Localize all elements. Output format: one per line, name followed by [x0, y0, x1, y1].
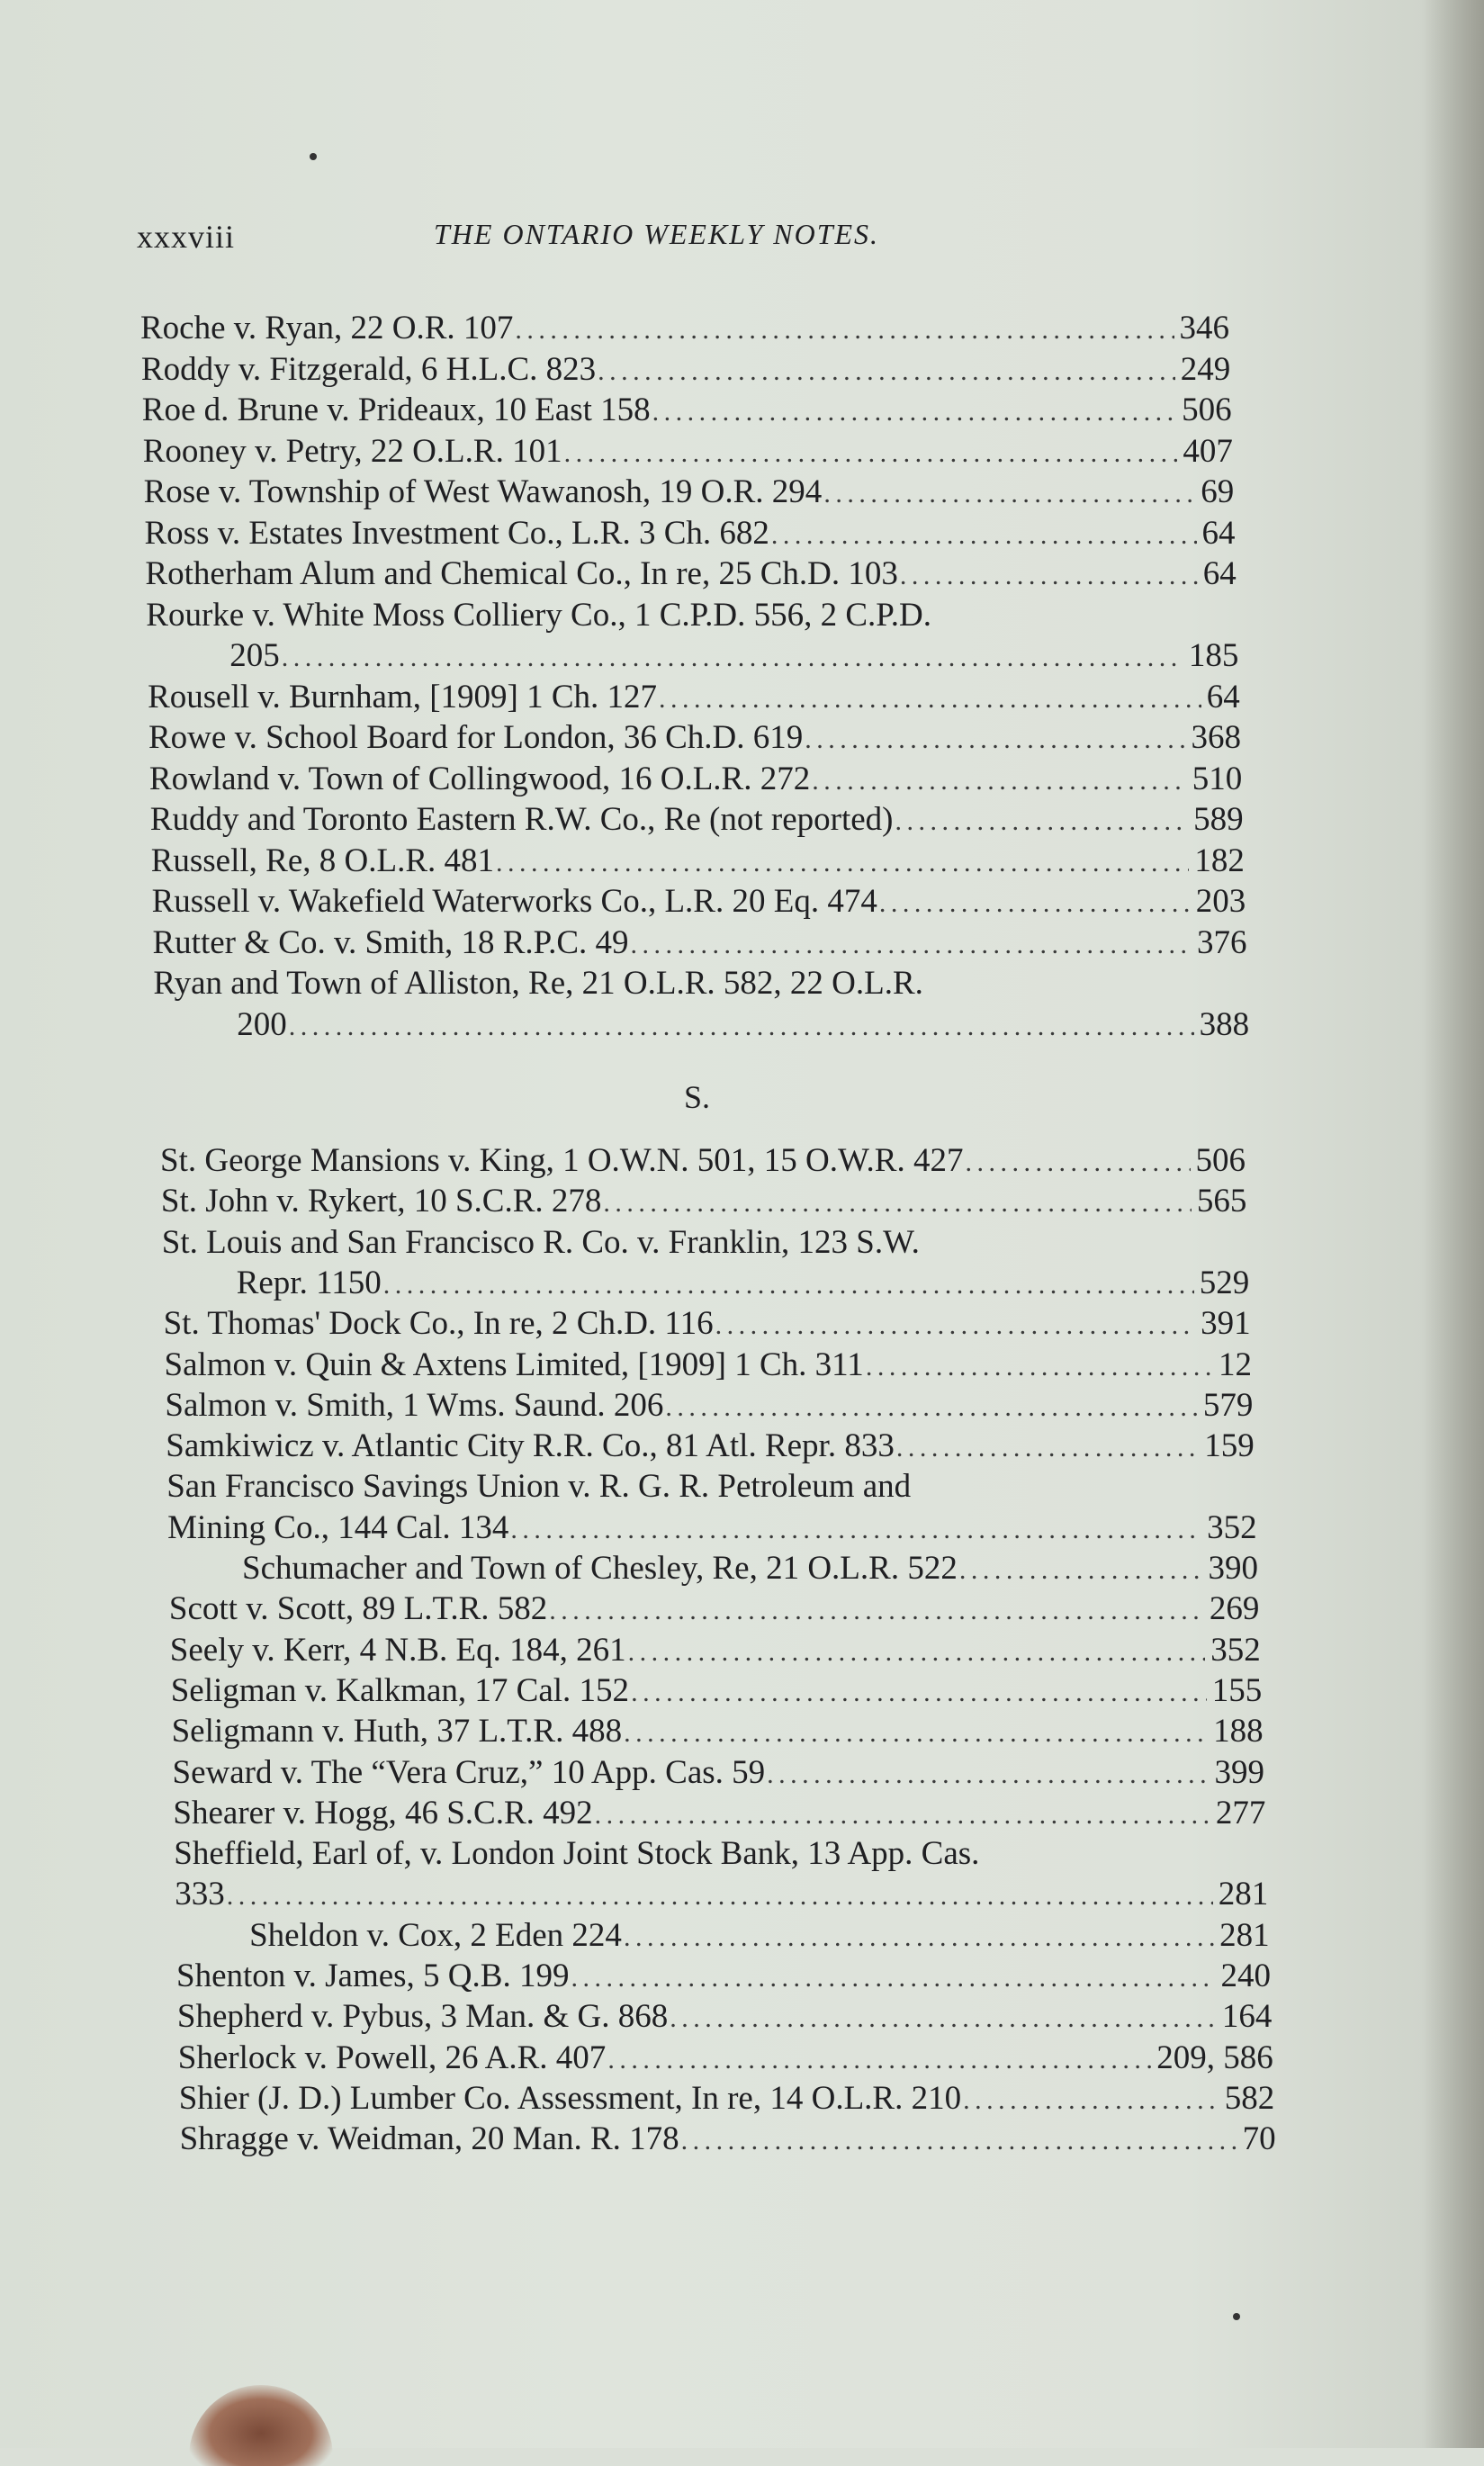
index-entry-continuation	[237, 1264, 1250, 1305]
ink-spot	[1233, 2313, 1240, 2320]
entry-page-number: 182	[1194, 842, 1245, 879]
index-entry	[170, 1631, 1261, 1672]
index-entry	[153, 923, 1247, 965]
page-gutter-shadow	[1421, 0, 1484, 2448]
dot-leader	[965, 1143, 1190, 1183]
entry-page-number: 281	[1218, 1876, 1269, 1913]
index-entry-continuation	[175, 1875, 1268, 1916]
entry-page-number: 390	[1208, 1550, 1258, 1587]
entry-page-number: 582	[1224, 2079, 1275, 2117]
entry-case-name: Shearer v. Hogg, 46 S.C.R. 492	[173, 1794, 593, 1832]
entry-page-number: 12	[1219, 1346, 1252, 1383]
index-entry	[242, 1549, 1258, 1590]
entry-page-number: 529	[1199, 1264, 1250, 1301]
dot-leader	[515, 310, 1174, 350]
entry-page-number: 565	[1196, 1183, 1247, 1220]
dot-leader	[631, 1673, 1207, 1713]
dot-leader	[549, 1591, 1204, 1631]
dot-leader	[659, 680, 1201, 719]
dot-leader	[715, 1306, 1196, 1346]
entry-page-number: 159	[1204, 1427, 1255, 1465]
entry-case-name: Roche v. Ryan, 22 O.R. 107	[140, 310, 514, 346]
index-entry	[177, 1997, 1273, 2038]
entry-continuation-text: Mining Co., 144 Cal. 134	[167, 1508, 509, 1546]
dot-leader	[598, 352, 1175, 392]
index-entry	[152, 882, 1246, 923]
index-entry	[149, 760, 1242, 801]
index-entry	[146, 596, 1237, 635]
entry-page-number: 399	[1214, 1753, 1264, 1791]
index-entry-continuation	[229, 636, 1238, 678]
dot-leader	[607, 2040, 1151, 2080]
index-entry	[145, 514, 1236, 555]
entry-case-name: Samkiwicz v. Atlantic City R.R. Co., 81 Atl. Repr. 833	[166, 1427, 895, 1465]
dot-leader	[624, 1714, 1208, 1753]
page-folio: xxxviii	[137, 219, 236, 255]
thumb-shadow	[189, 2385, 333, 2466]
entry-case-name: Rutter & Co. v. Smith, 18 R.P.C. 49	[152, 923, 629, 961]
index-entry	[172, 1712, 1264, 1753]
entry-case-name: Roddy v. Fitzgerald, 6 H.L.C. 823	[140, 350, 597, 388]
dot-leader	[665, 1388, 1197, 1427]
index-entry	[140, 309, 1229, 350]
entry-page-number: 391	[1201, 1305, 1251, 1343]
index-entry	[171, 1671, 1263, 1713]
index-entry	[180, 2120, 1276, 2161]
dot-leader	[866, 1347, 1213, 1387]
entry-continuation-text: 205	[229, 637, 280, 674]
index-entry	[148, 718, 1241, 760]
entry-case-name: Rowe v. School Board for London, 36 Ch.D. 619	[148, 719, 804, 756]
entry-case-name: Sheffield, Earl of, v. London Joint Stock Bank, 13 App. Cas.	[174, 1835, 980, 1873]
entry-case-name: Rooney v. Petry, 22 O.L.R. 101	[142, 432, 562, 470]
index-entry	[160, 1141, 1246, 1183]
entry-case-name: Salmon v. Quin & Axtens Limited, [1909] 1 Ch. 311	[164, 1346, 864, 1383]
entry-page-number: 506	[1182, 392, 1232, 428]
entry-page-number: 69	[1201, 473, 1235, 510]
entry-case-name: Shenton v. James, 5 Q.B. 199	[176, 1958, 570, 1994]
entry-page-number: 64	[1201, 514, 1236, 552]
entry-case-name: St. Thomas' Dock Co., In re, 2 Ch.D. 116	[163, 1305, 714, 1343]
page-header	[137, 218, 1271, 254]
entry-page-number: 277	[1215, 1794, 1266, 1832]
entry-case-name: Seligman v. Kalkman, 17 Cal. 152	[170, 1671, 630, 1709]
index-entry	[145, 554, 1236, 596]
entry-case-name: Rourke v. White Moss Colliery Co., 1 C.P.D. 556, 2 C.P.D.	[146, 596, 931, 634]
entry-case-name: Sheldon v. Cox, 2 Eden 224	[249, 1916, 622, 1954]
index-entry	[173, 1794, 1265, 1835]
index-entry	[176, 1957, 1271, 1998]
entry-case-name: Ruddy and Toronto Eastern R.W. Co., Re (not reported)	[149, 801, 894, 838]
entry-page-number: 185	[1188, 637, 1239, 674]
dot-leader	[963, 2081, 1219, 2120]
entry-page-number: 281	[1219, 1916, 1270, 1954]
entry-page-number: 579	[1202, 1386, 1254, 1424]
entry-case-name: Roe d. Brune v. Prideaux, 10 East 158	[141, 392, 651, 428]
entry-case-name: Rowland v. Town of Collingwood, 16 O.L.R. 272	[148, 760, 811, 797]
dot-leader	[282, 638, 1183, 678]
index-entry	[141, 350, 1230, 392]
entry-case-name: St. John v. Rykert, 10 S.C.R. 278	[160, 1183, 602, 1220]
index-entry	[142, 391, 1232, 432]
index-entry	[148, 678, 1240, 719]
dot-leader	[595, 1796, 1210, 1835]
entry-case-name: St. Louis and San Francisco R. Co. v. Franklin, 123 S.W.	[161, 1223, 920, 1261]
entry-page-number: 407	[1183, 432, 1233, 470]
entry-case-name: San Francisco Savings Union v. R. G. R. Petroleum and	[166, 1468, 912, 1506]
dot-leader	[624, 1918, 1214, 1958]
dot-leader	[895, 802, 1188, 842]
entry-case-name: St. George Mansions v. King, 1 O.W.N. 501, 15 O.W.R. 427	[160, 1142, 964, 1179]
dot-leader	[900, 556, 1198, 596]
dot-leader	[510, 1510, 1201, 1550]
dot-leader	[628, 1633, 1206, 1672]
index-entry	[161, 1182, 1247, 1223]
entry-case-name: Rousell v. Burnham, [1909] 1 Ch. 127	[148, 678, 658, 716]
index-entry	[169, 1589, 1260, 1631]
dot-leader	[681, 2121, 1237, 2161]
dot-leader	[652, 392, 1176, 432]
index-entry	[143, 432, 1233, 473]
index-entry	[249, 1916, 1270, 1958]
entry-case-name: Scott v. Scott, 89 L.T.R. 582	[168, 1590, 548, 1628]
entry-page-number: 203	[1195, 883, 1246, 920]
section-letter: S.	[684, 1079, 711, 1115]
entry-case-name: Shragge v. Weidman, 20 Man. R. 178	[179, 2120, 679, 2158]
dot-leader	[879, 884, 1191, 923]
dot-leader	[496, 843, 1189, 883]
dot-leader	[670, 1999, 1217, 2038]
entry-case-name: Russell v. Wakefield Waterworks Co., L.R. 20 Eq. 474	[151, 883, 877, 920]
dot-leader	[564, 434, 1178, 473]
entry-page-number: 352	[1210, 1631, 1261, 1669]
dot-leader	[289, 1007, 1194, 1047]
entry-page-number: 352	[1207, 1508, 1257, 1546]
entry-page-number: 368	[1191, 719, 1241, 756]
entry-page-number: 506	[1195, 1142, 1246, 1179]
entry-page-number: 388	[1199, 1005, 1250, 1043]
ink-spot	[310, 153, 317, 160]
index-entry	[166, 1426, 1255, 1468]
entry-continuation-text: 333	[175, 1876, 225, 1913]
entry-case-name: Rotherham Alum and Chemical Co., In re, 25 Ch.D. 103	[145, 555, 898, 592]
index-entry	[178, 2038, 1273, 2080]
index-entry	[162, 1223, 1248, 1263]
dot-leader	[771, 516, 1197, 555]
entry-case-name: Seely v. Kerr, 4 N.B. Eq. 184, 261	[169, 1631, 626, 1669]
index-entry	[165, 1386, 1253, 1427]
index-entry	[164, 1304, 1251, 1346]
running-title: THE ONTARIO WEEKLY NOTES.	[434, 218, 880, 250]
entry-case-name: Shier (J. D.) Lumber Co. Assessment, In re, 14 O.L.R. 210	[178, 2079, 962, 2117]
dot-leader	[227, 1876, 1213, 1916]
dot-leader	[631, 925, 1192, 965]
entry-page-number: 510	[1192, 760, 1243, 797]
entry-page-number: 155	[1211, 1671, 1263, 1709]
entry-case-name: Seligmann v. Huth, 37 L.T.R. 488	[171, 1713, 623, 1750]
entry-page-number: 346	[1179, 310, 1229, 346]
dot-leader	[805, 720, 1185, 760]
entry-case-name: Russell, Re, 8 O.L.R. 481	[150, 842, 494, 879]
index-entry	[144, 472, 1235, 514]
dot-leader	[383, 1265, 1194, 1305]
index-entry	[153, 964, 1247, 1004]
entry-case-name: Salmon v. Smith, 1 Wms. Saund. 206	[165, 1386, 664, 1424]
entry-page-number: 209, 586	[1156, 2038, 1273, 2076]
entry-case-name: Ross v. Estates Investment Co., L.R. 3 Ch. 682	[144, 514, 769, 552]
entry-case-name: Schumacher and Town of Chesley, Re, 21 O.L.R. 522	[242, 1550, 958, 1587]
entry-page-number: 589	[1193, 801, 1244, 838]
index-entry	[174, 1834, 1267, 1874]
entry-page-number: 64	[1202, 555, 1237, 592]
dot-leader	[896, 1428, 1199, 1468]
entry-case-name: Rose v. Township of West Wawanosh, 19 O.R. 294	[143, 473, 823, 510]
entry-case-name: Seward v. The “Vera Cruz,” 10 App. Cas. 59	[172, 1753, 766, 1791]
dot-leader	[812, 761, 1187, 801]
entry-page-number: 240	[1220, 1958, 1271, 1994]
entry-page-number: 269	[1209, 1590, 1260, 1628]
index-entry	[151, 842, 1245, 883]
dot-leader	[959, 1551, 1203, 1590]
entry-page-number: 64	[1206, 678, 1240, 716]
entry-page-number: 70	[1242, 2120, 1276, 2158]
index-entry	[173, 1753, 1265, 1795]
dot-leader	[823, 474, 1195, 514]
entry-page-number: 164	[1221, 1998, 1273, 2036]
dot-leader	[571, 1958, 1215, 1998]
index-entry	[179, 2079, 1275, 2120]
index-entry	[166, 1467, 1255, 1507]
entry-page-number: 249	[1180, 350, 1231, 388]
entry-continuation-text: Repr. 1150	[236, 1264, 382, 1301]
dot-leader	[767, 1755, 1209, 1795]
entry-page-number: 188	[1213, 1713, 1264, 1750]
index-entry-continuation	[237, 1005, 1249, 1047]
entry-case-name: Sherlock v. Powell, 26 A.R. 407	[177, 2038, 607, 2076]
dot-leader	[603, 1184, 1191, 1223]
index-entry	[165, 1346, 1253, 1387]
index-entry	[150, 800, 1244, 842]
index-entry-continuation	[167, 1508, 1257, 1550]
entry-case-name: Shepherd v. Pybus, 3 Man. & G. 868	[176, 1998, 669, 2036]
entry-page-number: 376	[1197, 923, 1247, 961]
entry-continuation-text: 200	[237, 1005, 287, 1043]
entry-case-name: Ryan and Town of Alliston, Re, 21 O.L.R. 582, 22 O.L.R.	[153, 965, 923, 1002]
